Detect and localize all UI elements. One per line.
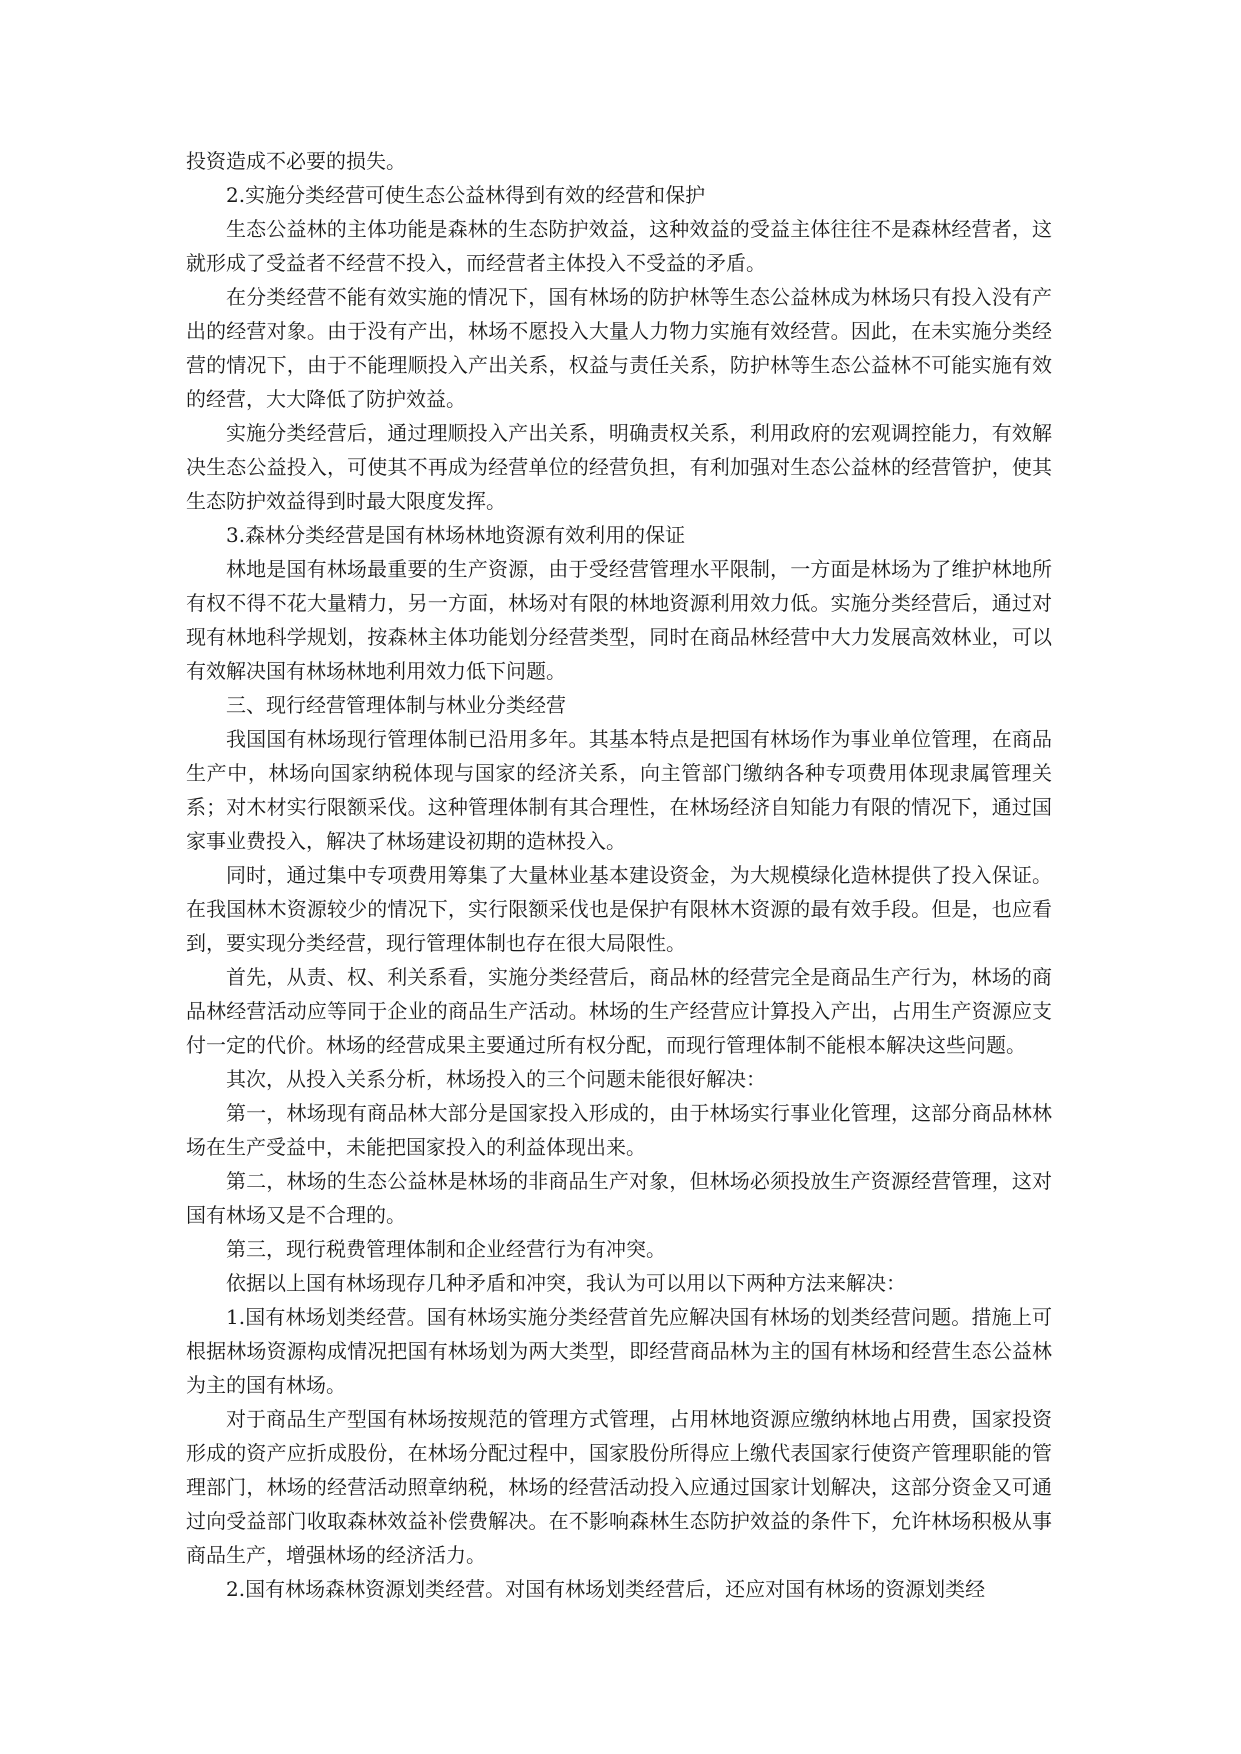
section-heading: 3.森林分类经营是国有林场林地资源有效利用的保证 <box>226 523 686 547</box>
paragraph: 生态公益林的主体功能是森林的生态防护效益，这种效益的受益主体往往不是森林经营者，这就形成了受益者不经营不投入，而经营者主体投入不受益的矛盾。 <box>186 217 1052 275</box>
paragraph: 投资造成不必要的损失。 <box>186 149 406 173</box>
paragraph: 其次，从投入关系分析，林场投入的三个问题未能很好解决： <box>226 1067 766 1091</box>
paragraph: 第三，现行税费管理体制和企业经营行为有冲突。 <box>226 1237 666 1261</box>
paragraph: 对于商品生产型国有林场按规范的管理方式管理，占用林地资源应缴纳林地占用费，国家投资形成的资产应折成股份，在林场分配过程中，国家股份所得应上缴代表国家行使资产管理职能的管理部门，林场的经营活动照章纳税，林场的经营活动投入应通过国家计划解决，这部分资金又可通过向受益部门收取森林效益补偿费解决。在不影响森林生态防护效益的条件下，允许林场积极从事商品生产，增强林场的经济活力。 <box>186 1407 1052 1567</box>
paragraph: 依据以上国有林场现存几种矛盾和冲突，我认为可以用以下两种方法来解决： <box>226 1271 906 1295</box>
paragraph: 在分类经营不能有效实施的情况下，国有林场的防护林等生态公益林成为林场只有投入没有产出的经营对象。由于没有产出，林场不愿投入大量人力物力实施有效经营。因此，在未实施分类经营的情况下，由于不能理顺投入产出关系，权益与责任关系，防护林等生态公益林不可能实施有效的经营，大大降低了防护效益。 <box>186 285 1052 411</box>
paragraph: 实施分类经营后，通过理顺投入产出关系，明确责权关系，利用政府的宏观调控能力，有效解决生态公益投入，可使其不再成为经营单位的经营负担，有利加强对生态公益林的经营管护，使其生态防护效益得到时最大限度发挥。 <box>186 421 1052 513</box>
section-heading: 三、现行经营管理体制与林业分类经营 <box>226 693 566 717</box>
paragraph: 第二，林场的生态公益林是林场的非商品生产对象，但林场必须投放生产资源经营管理，这对国有林场又是不合理的。 <box>186 1169 1052 1227</box>
section-heading: 2.实施分类经营可使生态公益林得到有效的经营和保护 <box>226 183 706 207</box>
paragraph: 同时，通过集中专项费用筹集了大量林业基本建设资金，为大规模绿化造林提供了投入保证。在我国林木资源较少的情况下，实行限额采伐也是保护有限林木资源的最有效手段。但是，也应看到，要实现分类经营，现行管理体制也存在很大局限性。 <box>186 863 1052 955</box>
paragraph: 我国国有林场现行管理体制已沿用多年。其基本特点是把国有林场作为事业单位管理，在商品生产中，林场向国家纳税体现与国家的经济关系，向主管部门缴纳各种专项费用体现隶属管理关系；对木材实行限额采伐。这种管理体制有其合理性，在林场经济自知能力有限的情况下，通过国家事业费投入，解决了林场建设初期的造林投入。 <box>186 727 1052 853</box>
paragraph: 2.国有林场森林资源划类经营。对国有林场划类经营后，还应对国有林场的资源划类经 <box>226 1577 986 1601</box>
paragraph: 首先，从责、权、利关系看，实施分类经营后，商品林的经营完全是商品生产行为，林场的商品林经营活动应等同于企业的商品生产活动。林场的生产经营应计算投入产出，占用生产资源应支付一定的代价。林场的经营成果主要通过所有权分配，而现行管理体制不能根本解决这些问题。 <box>186 965 1052 1057</box>
paragraph: 林地是国有林场最重要的生产资源，由于受经营管理水平限制，一方面是林场为了维护林地所有权不得不花大量精力，另一方面，林场对有限的林地资源利用效力低。实施分类经营后，通过对现有林地科学规划，按森林主体功能划分经营类型，同时在商品林经营中大力发展高效林业，可以有效解决国有林场林地利用效力低下问题。 <box>186 557 1052 683</box>
document-body <box>186 144 1052 1606</box>
paragraph: 第一，林场现有商品林大部分是国家投入形成的，由于林场实行事业化管理，这部分商品林林场在生产受益中，未能把国家投入的利益体现出来。 <box>186 1101 1052 1159</box>
paragraph: 1.国有林场划类经营。国有林场实施分类经营首先应解决国有林场的划类经营问题。措施上可根据林场资源构成情况把国有林场划为两大类型，即经营商品林为主的国有林场和经营生态公益林为主的国有林场。 <box>186 1305 1052 1397</box>
